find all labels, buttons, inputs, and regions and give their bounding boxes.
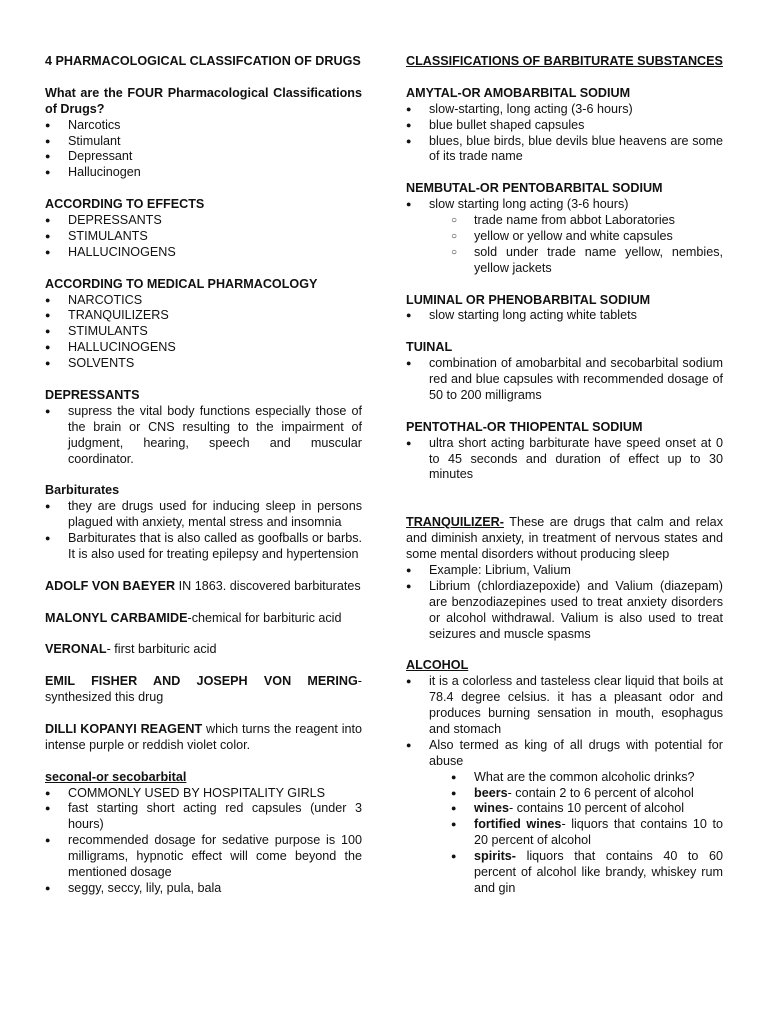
definition: These are drugs that calm and relax and diminish anxiety, in treatment of nervous states and some mental disorders without producing sleep xyxy=(406,515,723,561)
term: EMIL FISHER AND JOSEPH VON MERING xyxy=(45,674,358,689)
amytal-section xyxy=(406,86,723,166)
list-item: ● ultra short acting barbiturate have speed onset at 0 to 45 seconds and duration of effect up to 30 minutes xyxy=(406,436,723,484)
luminal-section xyxy=(406,293,723,325)
list-item: ● recommended dosage for sedative purpose is 100 milligrams, hypnotic effect will come beyond the mentioned dosage xyxy=(45,833,362,881)
sub-list-item: ● What are the common alcoholic drinks? xyxy=(406,770,723,786)
list-item: ● Depressant xyxy=(45,149,362,165)
sub-list-item xyxy=(406,849,723,897)
section-heading: AMYTAL-OR AMOBARBITAL SODIUM xyxy=(406,85,631,100)
dilli-paragraph xyxy=(45,722,362,754)
medical-list xyxy=(45,293,362,373)
four-list xyxy=(45,118,362,182)
depressants-list xyxy=(45,404,362,468)
drink-text: - liquors that contains 10 to 20 percent of alcohol xyxy=(474,817,723,848)
definition: -chemical for barbituric acid xyxy=(187,610,342,625)
list-item: ● seggy, seccy, lily, pula, bala xyxy=(45,881,362,897)
list-item: ● NARCOTICS xyxy=(45,293,362,309)
sub-list-item: ○ sold under trade name yellow, nembies, yellow jackets xyxy=(406,245,723,277)
list-item: ● Stimulant xyxy=(45,134,362,150)
left-column xyxy=(45,54,362,897)
question-heading: What are the FOUR Pharmacological Classifications of Drugs? xyxy=(45,85,362,116)
sub-list-item xyxy=(406,786,723,802)
list-item: ● Librium (chlordiazepoxide) and Valium (diazepam) are benzodiazepines used to treat anxiety disorders or alcohol withdrawal. Valium is also used to treat seizures and muscle spasms xyxy=(406,579,723,643)
nembutal-section xyxy=(406,181,723,276)
list-item: ● slow-starting, long acting (3-6 hours) xyxy=(406,102,723,118)
right-column xyxy=(406,54,723,897)
tranquilizer-list xyxy=(406,563,723,643)
list-item: ● Also termed as king of all drugs with potential for abuse xyxy=(406,738,723,770)
section-heading: Barbiturates xyxy=(45,483,120,498)
depressants-section xyxy=(45,388,362,468)
baeyer-paragraph xyxy=(45,579,362,595)
definition: -synthesized this drug xyxy=(45,674,362,705)
malonyl-paragraph xyxy=(45,611,362,627)
sub-list-item xyxy=(406,801,723,817)
nembutal-list xyxy=(406,197,723,213)
term: ADOLF VON BAEYER xyxy=(45,578,176,593)
effects-section xyxy=(45,197,362,261)
list-item: ● slow starting long acting white tablets xyxy=(406,308,723,324)
nembutal-sublist xyxy=(406,213,723,277)
list-item: ● DEPRESSANTS xyxy=(45,213,362,229)
amytal-list xyxy=(406,102,723,166)
fisher-paragraph xyxy=(45,674,362,706)
list-item: ● blues, blue birds, blue devils blue heavens are some of its trade name xyxy=(406,134,723,166)
sub-list-item: ○ yellow or yellow and white capsules xyxy=(406,229,723,245)
drink-name: wines xyxy=(474,801,509,816)
four-classifications-section xyxy=(45,86,362,181)
term: MALONYL CARBAMIDE xyxy=(45,610,188,625)
section-heading: DEPRESSANTS xyxy=(45,387,140,402)
medical-pharmacology-section xyxy=(45,277,362,372)
section-heading: ALCOHOL xyxy=(406,658,469,673)
definition: IN 1863. discovered barbiturates xyxy=(175,578,361,593)
list-item: ● COMMONLY USED BY HOSPITALITY GIRLS xyxy=(45,786,362,802)
list-item: ● Example: Librium, Valium xyxy=(406,563,723,579)
list-item: ● it is a colorless and tasteless clear liquid that boils at 78.4 degree celsius. it has a pleasant odor and produces burning sensation in mouth, esophagus and stomach xyxy=(406,674,723,738)
page-title: 4 PHARMACOLOGICAL CLASSIFCATION OF DRUGS xyxy=(45,54,361,68)
list-item: ● slow starting long acting (3-6 hours) xyxy=(406,197,723,213)
section-heading: LUMINAL OR PHENOBARBITAL SODIUM xyxy=(406,292,651,307)
alcohol-section xyxy=(406,658,723,897)
section-heading: PENTOTHAL-OR THIOPENTAL SODIUM xyxy=(406,419,643,434)
drink-name: spirits- xyxy=(474,849,516,864)
list-item: ● HALLUCINOGENS xyxy=(45,340,362,356)
tranquilizer-section xyxy=(406,515,723,642)
section-heading: seconal-or secobarbital xyxy=(45,769,187,784)
barbiturates-section xyxy=(45,483,362,563)
list-item: ● fast starting short acting red capsules (under 3 hours) xyxy=(45,801,362,833)
list-item: ● HALLUCINOGENS xyxy=(45,245,362,261)
sub-list-item: ○ trade name from abbot Laboratories xyxy=(406,213,723,229)
list-item: ● STIMULANTS xyxy=(45,324,362,340)
term: TRANQUILIZER- xyxy=(406,515,504,530)
definition: - first barbituric acid xyxy=(106,642,217,657)
definition: which turns the reagent into intense purple or reddish violet color. xyxy=(45,721,363,752)
luminal-list xyxy=(406,308,723,324)
veronal-paragraph xyxy=(45,642,362,658)
tuinal-section xyxy=(406,340,723,404)
seconal-section xyxy=(45,770,362,897)
tranquilizer-paragraph xyxy=(406,515,723,563)
pentothal-list xyxy=(406,436,723,484)
tuinal-list xyxy=(406,356,723,404)
list-item: ● Narcotics xyxy=(45,118,362,134)
list-item: ● Barbiturates that is also called as goofballs or barbs. It is also used for treating epilepsy and hypertension xyxy=(45,531,362,563)
pentothal-section xyxy=(406,420,723,484)
drink-text: liquors that contains 40 to 60 percent of alcohol like brandy, whiskey rum and gin xyxy=(474,849,723,896)
term: DILLI KOPANYI REAGENT xyxy=(45,721,203,736)
list-item: ● they are drugs used for inducing sleep in persons plagued with anxiety, mental stress and insomnia xyxy=(45,499,362,531)
seconal-list xyxy=(45,786,362,897)
alcohol-list xyxy=(406,674,723,769)
effects-list xyxy=(45,213,362,261)
list-item: ● SOLVENTS xyxy=(45,356,362,372)
drinks-sublist xyxy=(406,770,723,897)
drink-name: fortified wines xyxy=(474,817,562,832)
section-heading: ACCORDING TO EFFECTS xyxy=(45,197,205,212)
list-item: ● STIMULANTS xyxy=(45,229,362,245)
barbiturate-classifications-title: CLASSIFICATIONS OF BARBITURATE SUBSTANCES xyxy=(406,54,723,68)
barbiturates-list xyxy=(45,499,362,563)
section-heading: ACCORDING TO MEDICAL PHARMACOLOGY xyxy=(45,276,318,291)
section-heading: NEMBUTAL-OR PENTOBARBITAL SODIUM xyxy=(406,181,663,196)
drink-text: - contains 10 percent of alcohol xyxy=(509,801,685,816)
list-item: ● supress the vital body functions especially those of the brain or CNS resulting to the impairment of judgment, hearing, speech and muscular coordinator. xyxy=(45,404,362,468)
list-item: ● combination of amobarbital and secobarbital sodium red and blue capsules with recommended dosage of 50 to 200 milligrams xyxy=(406,356,723,404)
section-heading: TUINAL xyxy=(406,340,453,355)
list-item: ● blue bullet shaped capsules xyxy=(406,118,723,134)
term: VERONAL xyxy=(45,642,107,657)
list-item: ● TRANQUILIZERS xyxy=(45,308,362,324)
drink-name: beers xyxy=(474,785,508,800)
drink-text: - contain 2 to 6 percent of alcohol xyxy=(507,785,694,800)
sub-list-item xyxy=(406,817,723,849)
list-item: ● Hallucinogen xyxy=(45,165,362,181)
